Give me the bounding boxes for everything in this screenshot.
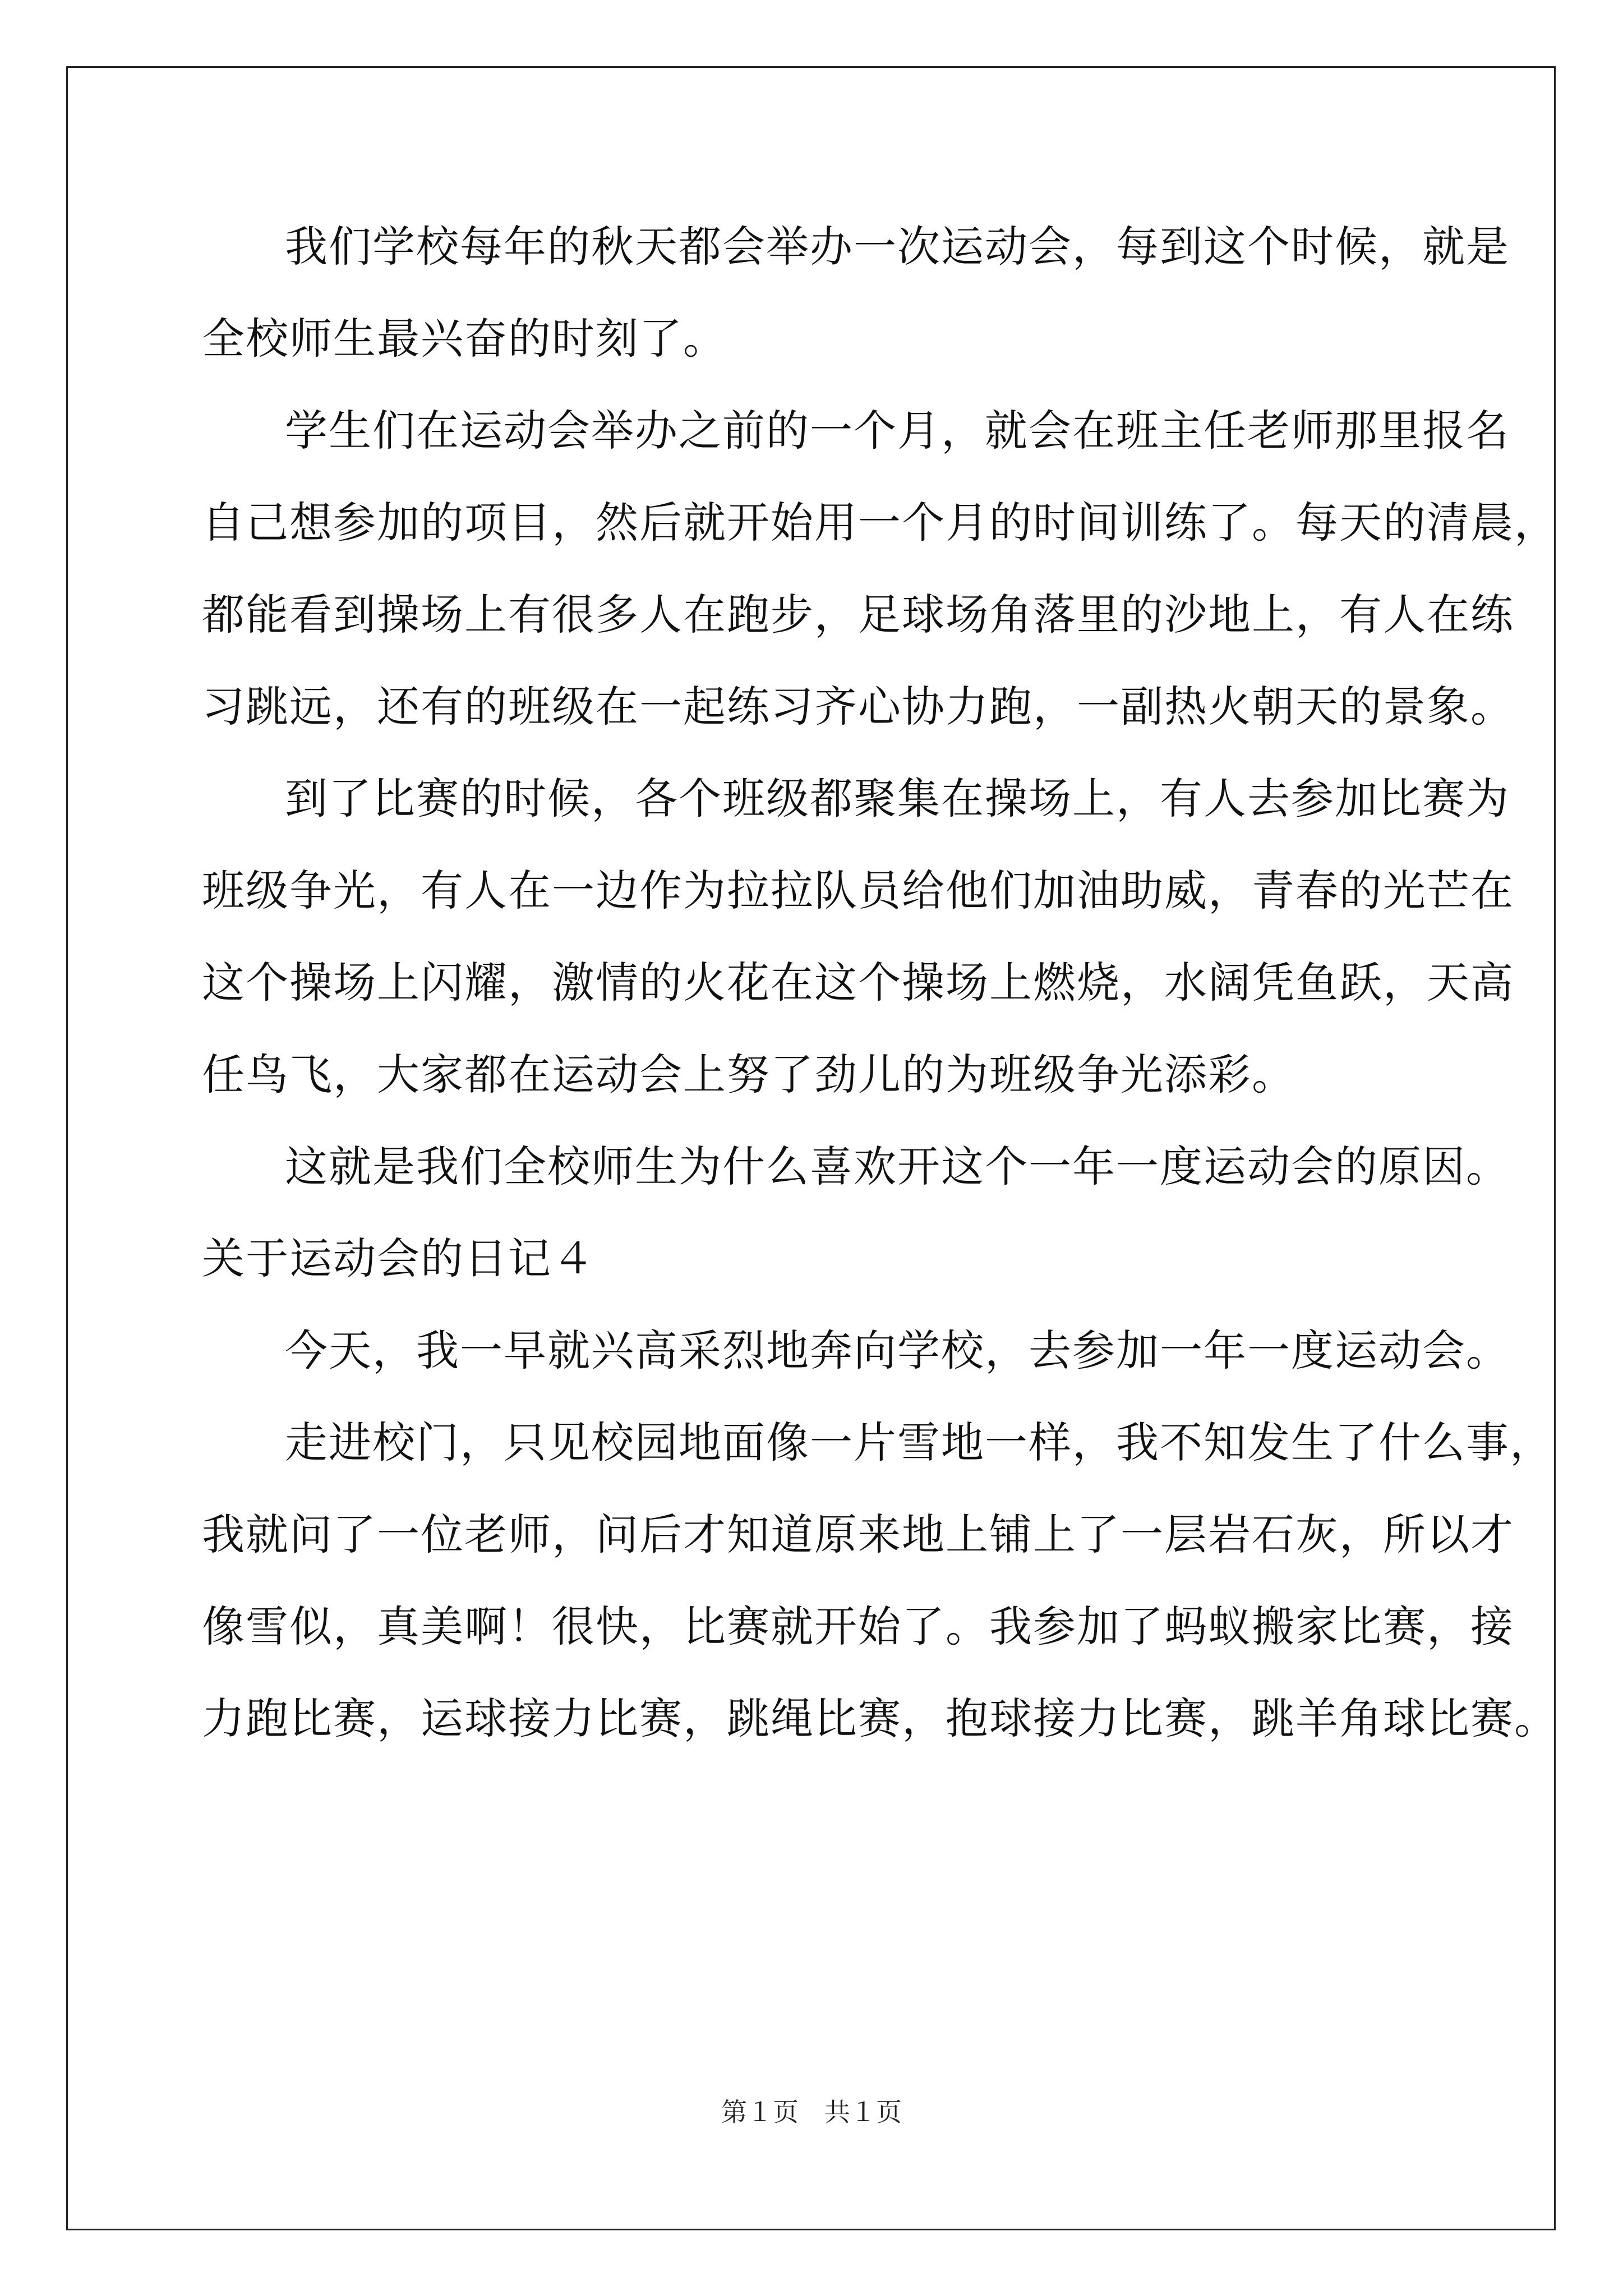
paragraph-2-line-1: 学生们在运动会举办之前的一个月，就会在班主任老师那里报名 <box>285 406 1510 455</box>
paragraph-1-line-1: 我们学校每年的秋天都会举办一次运动会，每到这个时候，就是 <box>285 222 1510 272</box>
paragraph-5-line-1: 今天，我一早就兴高采烈地奔向学校，去参加一年一度运动会。 <box>285 1326 1510 1375</box>
paragraph-2-line-2: 自己想参加的项目，然后就开始用一个月的时间训练了。每天的清晨， <box>202 498 1558 547</box>
paragraph-6-line-1: 走进校门，只见校园地面像一片雪地一样，我不知发生了什么事， <box>285 1418 1553 1467</box>
paragraph-3-line-3: 这个操场上闪耀，激情的火花在这个操场上燃烧，水阔凭鱼跃，天高 <box>202 958 1514 1007</box>
paragraph-6-line-4: 力跑比赛，运球接力比赛，跳绳比赛，抱球接力比赛，跳羊角球比赛。 <box>202 1694 1558 1743</box>
paragraph-4-line-1: 这就是我们全校师生为什么喜欢开这个一年一度运动会的原因。 <box>285 1142 1510 1191</box>
paragraph-6-line-3: 像雪似，真美啊！很快，比赛就开始了。我参加了蚂蚁搬家比赛，接 <box>202 1602 1514 1651</box>
section-heading: 关于运动会的日记４ <box>202 1234 596 1283</box>
paragraph-3-line-4: 任鸟飞，大家都在运动会上努了劲儿的为班级争光添彩。 <box>202 1050 1295 1099</box>
paragraph-3-line-1: 到了比赛的时候，各个班级都聚集在操场上，有人去参加比赛为 <box>285 774 1510 823</box>
paragraph-1-line-2: 全校师生最兴奋的时刻了。 <box>202 314 727 364</box>
paragraph-3-line-2: 班级争光，有人在一边作为拉拉队员给他们加油助威，青春的光芒在 <box>202 866 1514 915</box>
page-number-footer: 第１页 共１页 <box>721 2097 902 2127</box>
paragraph-6-line-2: 我就问了一位老师，问后才知道原来地上铺上了一层岩石灰，所以才 <box>202 1510 1514 1559</box>
paragraph-2-line-3: 都能看到操场上有很多人在跑步，足球场角落里的沙地上，有人在练 <box>202 590 1514 639</box>
paragraph-2-line-4: 习跳远，还有的班级在一起练习齐心协力跑，一副热火朝天的景象。 <box>202 682 1514 731</box>
